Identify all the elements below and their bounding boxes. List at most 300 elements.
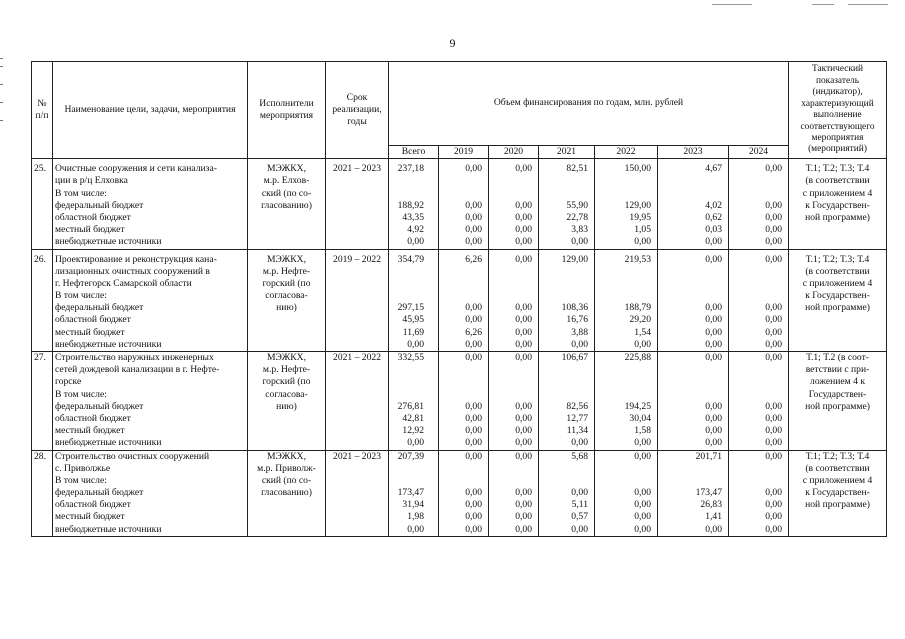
value-cell [597, 364, 651, 376]
value-cell: 31,94 [402, 499, 424, 511]
value-cell [660, 290, 722, 302]
row-tactical-line: ветствии с при- [805, 364, 870, 376]
row-value-column [389, 450, 439, 536]
value-cell [391, 188, 424, 200]
value-cell: 3,83 [571, 224, 588, 236]
value-cell: 45,95 [402, 314, 424, 326]
value-cell [441, 266, 482, 278]
value-cell: 0,00 [465, 487, 482, 499]
value-cell [541, 175, 588, 187]
row-tactical [789, 163, 887, 249]
value-cell: 0,00 [465, 314, 482, 326]
value-cell [731, 364, 782, 376]
value-cell: 0,00 [765, 326, 783, 338]
value-cell: 129,00 [624, 199, 651, 211]
value-cell [441, 290, 482, 302]
row-tactical-line: ложением 4 к [810, 376, 865, 388]
value-cell: 0,00 [705, 338, 722, 350]
value-cell: 1,54 [634, 326, 651, 338]
value-cell: 0,00 [765, 499, 783, 511]
value-cell: 0,00 [465, 450, 482, 462]
value-cell: 4,02 [705, 199, 722, 211]
row-executor-line: горский (по [262, 277, 311, 289]
row-name-line: местный бюджет [55, 326, 125, 338]
row-executor-line: м.р. Нефте- [262, 265, 311, 277]
value-cell: 0,00 [407, 437, 424, 449]
row-value-column [658, 352, 729, 451]
row-name-line: областной бюджет [55, 314, 131, 326]
row-executor-line: гласованию) [261, 487, 312, 499]
funding-table [31, 61, 887, 537]
value-cell: 0,00 [407, 338, 424, 350]
row-executor-line: МЭЖКХ, [267, 253, 306, 265]
value-cell: 0,00 [634, 437, 651, 449]
row-value-column [539, 254, 595, 352]
value-cell [597, 278, 651, 290]
row-name-line: внебюджетные источники [55, 523, 162, 535]
row-name-line: ции в р/ц Елховка [55, 175, 128, 187]
row-number: 26. [32, 254, 53, 352]
value-cell: 19,95 [629, 211, 651, 223]
row-value-column [729, 352, 789, 451]
row-executor-line: нию) [276, 302, 297, 314]
value-cell: 0,00 [515, 352, 532, 364]
value-cell [391, 290, 424, 302]
value-cell: 0,00 [407, 236, 424, 248]
row-name-line: с. Приволжье [55, 462, 111, 474]
value-cell: 0,00 [571, 523, 588, 535]
row-value-column [389, 254, 439, 352]
value-cell: 11,69 [402, 326, 424, 338]
value-cell: 0,00 [465, 199, 482, 211]
value-cell [660, 266, 722, 278]
table-body [32, 159, 887, 537]
row-name-line: внебюджетные источники [55, 236, 162, 248]
header-term: Срок реализации, годы [326, 62, 389, 159]
row-value-column [658, 163, 729, 249]
scan-artifact-line [812, 4, 834, 5]
row-tactical-line: к Государствен- [805, 290, 870, 302]
value-cell [660, 188, 722, 200]
value-cell: 0,00 [634, 487, 651, 499]
value-cell: 0,00 [515, 437, 532, 449]
row-name-line: местный бюджет [55, 511, 125, 523]
value-cell [731, 463, 782, 475]
value-cell: 0,00 [705, 352, 722, 364]
value-cell: 0,00 [465, 400, 482, 412]
value-cell [541, 376, 588, 388]
row-executor-line: МЭЖКХ, [267, 163, 306, 175]
value-cell: 297,15 [397, 302, 424, 314]
value-cell: 0,00 [571, 437, 588, 449]
row-executor-line: ский (по со- [261, 474, 312, 486]
value-cell: 0,00 [465, 352, 482, 364]
value-cell: 0,00 [705, 412, 722, 424]
value-cell: 1,41 [705, 511, 722, 523]
value-cell: 0,00 [634, 450, 651, 462]
scan-artifact-line [848, 4, 888, 5]
value-cell: 0,00 [634, 511, 651, 523]
row-tactical-line: ной программе) [805, 302, 870, 314]
value-cell: 173,47 [695, 487, 722, 499]
row-value-column [489, 450, 539, 536]
row-term: 2021 – 2023 [326, 450, 389, 536]
value-cell: 0,00 [705, 314, 722, 326]
value-cell [441, 364, 482, 376]
value-cell [541, 290, 588, 302]
value-cell: 0,00 [515, 253, 532, 265]
row-name-line: В том числе: [55, 388, 107, 400]
value-cell: 0,00 [515, 511, 532, 523]
value-cell: 0,00 [765, 163, 783, 175]
row-executor-line: согласова- [265, 290, 308, 302]
row-value-column [729, 163, 789, 249]
value-cell: 0,00 [407, 523, 424, 535]
value-cell [541, 463, 588, 475]
header-year-2022: 2022 [595, 146, 658, 159]
row-name-line: внебюджетные источники [55, 437, 162, 449]
row-value-column [539, 163, 595, 249]
row-value-column [439, 352, 489, 451]
value-cell [441, 175, 482, 187]
row-value-column [489, 254, 539, 352]
value-cell: 82,51 [566, 163, 588, 175]
row-name-line: горске [55, 376, 82, 388]
value-cell [541, 389, 588, 401]
row-tactical-line: к Государствен- [805, 199, 870, 211]
value-cell [597, 290, 651, 302]
value-cell: 0,00 [515, 326, 532, 338]
value-cell: 22,78 [566, 211, 588, 223]
value-cell: 0,00 [465, 425, 482, 437]
value-cell [660, 463, 722, 475]
row-name-line: Строительство наружных инженерных [55, 352, 214, 364]
row-value-column [595, 450, 658, 536]
value-cell: 0,00 [705, 236, 722, 248]
value-cell: 276,81 [397, 400, 424, 412]
value-cell [391, 475, 424, 487]
value-cell [441, 463, 482, 475]
value-cell: 0,00 [515, 236, 532, 248]
row-number: 28. [32, 450, 53, 536]
value-cell: 0,00 [465, 302, 482, 314]
row-name-line: В том числе: [55, 187, 107, 199]
value-cell [441, 278, 482, 290]
row-value-column [658, 254, 729, 352]
row-value-column [595, 254, 658, 352]
value-cell [731, 475, 782, 487]
value-cell: 0,00 [515, 487, 532, 499]
value-cell [541, 266, 588, 278]
value-cell: 43,35 [402, 211, 424, 223]
value-cell: 0,00 [465, 338, 482, 350]
row-tactical-line: (в соответствии [805, 265, 870, 277]
value-cell [597, 475, 651, 487]
value-cell [541, 475, 588, 487]
row-executors [248, 352, 326, 451]
value-cell: 0,00 [765, 450, 783, 462]
value-cell: 0,00 [515, 400, 532, 412]
value-cell: 354,79 [397, 253, 424, 265]
row-name-line: федеральный бюджет [55, 400, 144, 412]
row-tactical-line: к Государствен- [805, 487, 870, 499]
value-cell: 30,04 [629, 412, 651, 424]
value-cell: 29,20 [629, 314, 651, 326]
value-cell: 0,00 [634, 236, 651, 248]
table-row [32, 352, 887, 451]
row-tactical-line: Т.1; Т.2; Т.3; Т.4 [805, 253, 870, 265]
value-cell [731, 278, 782, 290]
value-cell: 207,39 [397, 450, 424, 462]
value-cell [391, 278, 424, 290]
row-value-column [439, 254, 489, 352]
value-cell [391, 463, 424, 475]
value-cell: 237,18 [397, 163, 424, 175]
value-cell: 0,00 [465, 499, 482, 511]
value-cell: 6,26 [465, 326, 482, 338]
value-cell [731, 175, 782, 187]
value-cell [660, 376, 722, 388]
value-cell: 0,00 [705, 253, 722, 265]
value-cell: 0,00 [765, 511, 783, 523]
value-cell: 0,00 [515, 338, 532, 350]
value-cell: 55,90 [566, 199, 588, 211]
row-tactical-line: Т.1; Т.2; Т.3; Т.4 [805, 450, 870, 462]
value-cell: 4,67 [705, 163, 722, 175]
value-cell [491, 290, 532, 302]
value-cell [391, 175, 424, 187]
row-executor-line: МЭЖКХ, [267, 450, 306, 462]
row-term: 2021 – 2022 [326, 352, 389, 451]
row-number: 27. [32, 352, 53, 451]
value-cell: 0,00 [705, 437, 722, 449]
value-cell [541, 188, 588, 200]
row-executor-line: м.р. Приволж- [257, 462, 316, 474]
row-value-column [729, 450, 789, 536]
value-cell: 26,83 [700, 499, 722, 511]
value-cell: 0,00 [705, 523, 722, 535]
value-cell: 11,34 [566, 425, 588, 437]
table-row [32, 450, 887, 536]
row-name-line: местный бюджет [55, 425, 125, 437]
value-cell [731, 389, 782, 401]
value-cell: 129,00 [561, 253, 588, 265]
row-name-line: В том числе: [55, 290, 107, 302]
value-cell [491, 266, 532, 278]
value-cell: 0,00 [571, 338, 588, 350]
value-cell: 0,00 [465, 224, 482, 236]
value-cell: 0,00 [765, 211, 783, 223]
row-tactical-line: Т.1; Т.2; Т.3; Т.4 [805, 163, 870, 175]
value-cell: 0,00 [515, 412, 532, 424]
row-term: 2019 – 2022 [326, 254, 389, 352]
header-year-total: Всего [389, 146, 439, 159]
header-year-2021: 2021 [539, 146, 595, 159]
row-executor-line: м.р. Елхов- [263, 175, 310, 187]
row-executors [248, 450, 326, 536]
value-cell [731, 266, 782, 278]
value-cell: 0,00 [765, 425, 783, 437]
row-value-column [439, 163, 489, 249]
page-number: 9 [449, 36, 456, 50]
row-value-column [389, 163, 439, 249]
value-cell: 0,00 [705, 302, 722, 314]
value-cell: 0,00 [765, 253, 783, 265]
value-cell: 0,00 [634, 338, 651, 350]
row-executor-line: согласова- [265, 388, 308, 400]
row-tactical-line: ной программе) [805, 211, 870, 223]
value-cell: 0,00 [465, 437, 482, 449]
value-cell [491, 278, 532, 290]
row-value-column [489, 352, 539, 451]
row-name-line: областной бюджет [55, 412, 131, 424]
header-year-2019: 2019 [439, 146, 489, 159]
row-value-column [539, 450, 595, 536]
value-cell: 1,58 [634, 425, 651, 437]
row-tactical-line: ной программе) [805, 400, 870, 412]
value-cell: 0,00 [634, 523, 651, 535]
row-executor-line: м.р. Нефте- [262, 364, 311, 376]
value-cell [660, 278, 722, 290]
header-year-2020: 2020 [489, 146, 539, 159]
value-cell [597, 266, 651, 278]
value-cell: 106,67 [561, 352, 588, 364]
row-tactical [789, 352, 887, 451]
value-cell: 0,00 [705, 400, 722, 412]
row-executor-line: горский (по [262, 376, 311, 388]
row-executor-line: ский (по со- [261, 187, 312, 199]
value-cell: 5,11 [571, 499, 588, 511]
value-cell: 0,00 [515, 314, 532, 326]
value-cell [660, 475, 722, 487]
row-value-column [729, 254, 789, 352]
value-cell: 188,92 [397, 199, 424, 211]
row-tactical-line: (в соответствии [805, 462, 870, 474]
value-cell [731, 290, 782, 302]
value-cell: 0,00 [765, 523, 783, 535]
row-name-line: сетей дождевой канализации в г. Нефте- [55, 364, 220, 376]
row-name-line: областной бюджет [55, 211, 131, 223]
value-cell: 0,00 [765, 487, 783, 499]
row-name-line: областной бюджет [55, 499, 131, 511]
value-cell [391, 376, 424, 388]
value-cell [731, 376, 782, 388]
row-value-column [389, 352, 439, 451]
value-cell [597, 188, 651, 200]
value-cell: 173,47 [397, 487, 424, 499]
value-cell [731, 188, 782, 200]
value-cell: 0,00 [705, 326, 722, 338]
value-cell: 6,26 [465, 253, 482, 265]
value-cell: 0,00 [515, 499, 532, 511]
row-tactical-line: с приложением 4 [802, 277, 873, 289]
row-name [53, 254, 248, 352]
value-cell [597, 376, 651, 388]
row-name-line: федеральный бюджет [55, 487, 144, 499]
value-cell: 0,00 [765, 236, 783, 248]
header-name: Наименование цели, задачи, мероприятия [53, 62, 248, 159]
header-num: № п/п [32, 62, 53, 159]
value-cell [597, 175, 651, 187]
value-cell [597, 463, 651, 475]
value-cell: 16,76 [566, 314, 588, 326]
value-cell [441, 376, 482, 388]
value-cell [597, 389, 651, 401]
row-name [53, 450, 248, 536]
value-cell [541, 364, 588, 376]
value-cell: 0,03 [705, 224, 722, 236]
row-name [53, 163, 248, 249]
value-cell: 0,00 [465, 236, 482, 248]
row-value-column [658, 450, 729, 536]
header-year-2023: 2023 [658, 146, 729, 159]
header-funding: Объем финансирования по годам, млн. рублей [389, 62, 789, 146]
scan-edge-marks [0, 0, 4, 639]
row-name-line: Строительство очистных сооружений [55, 450, 210, 462]
value-cell: 3,88 [571, 326, 588, 338]
row-executor-line: нию) [276, 400, 297, 412]
value-cell: 0,00 [571, 236, 588, 248]
value-cell [441, 188, 482, 200]
value-cell: 188,79 [624, 302, 651, 314]
value-cell: 0,00 [465, 412, 482, 424]
value-cell: 0,00 [515, 211, 532, 223]
value-cell: 1,98 [407, 511, 424, 523]
value-cell [541, 278, 588, 290]
row-tactical-line: с приложением 4 [802, 474, 873, 486]
value-cell [441, 389, 482, 401]
row-value-column [439, 450, 489, 536]
row-number: 25. [32, 163, 53, 249]
value-cell: 82,56 [566, 400, 588, 412]
value-cell [491, 364, 532, 376]
row-value-column [539, 352, 595, 451]
value-cell [660, 175, 722, 187]
value-cell: 0,00 [465, 511, 482, 523]
row-executor-line: МЭЖКХ, [267, 352, 306, 364]
value-cell: 0,00 [515, 199, 532, 211]
header-year-2024: 2024 [729, 146, 789, 159]
value-cell: 12,77 [566, 412, 588, 424]
value-cell: 0,62 [705, 211, 722, 223]
value-cell: 194,25 [624, 400, 651, 412]
row-tactical-line: Государствен- [808, 388, 867, 400]
row-tactical [789, 254, 887, 352]
value-cell: 0,00 [465, 523, 482, 535]
value-cell: 0,00 [765, 314, 783, 326]
row-name-line: Очистные сооружения и сети канализа- [55, 163, 217, 175]
row-tactical [789, 450, 887, 536]
value-cell: 0,00 [571, 487, 588, 499]
header-tactical: Тактический показатель (индикатор), характеризующий выполнение соответствующего мероприятия (мероприятий) [789, 62, 887, 159]
value-cell: 0,00 [515, 302, 532, 314]
value-cell [491, 175, 532, 187]
value-cell: 201,71 [695, 450, 722, 462]
header-executors: Исполнители мероприятия [248, 62, 326, 159]
row-name-line: лизационных очистных сооружений в [55, 265, 210, 277]
row-name-line: Проектирование и реконструкция кана- [55, 253, 217, 265]
value-cell [491, 475, 532, 487]
value-cell: 0,00 [515, 163, 532, 175]
table-header [32, 62, 887, 159]
row-name-line: В том числе: [55, 474, 107, 486]
row-executor-line: гласованию) [261, 199, 312, 211]
value-cell [491, 389, 532, 401]
row-value-column [595, 352, 658, 451]
value-cell: 0,00 [465, 211, 482, 223]
row-name-line: местный бюджет [55, 224, 125, 236]
value-cell: 42,81 [402, 412, 424, 424]
